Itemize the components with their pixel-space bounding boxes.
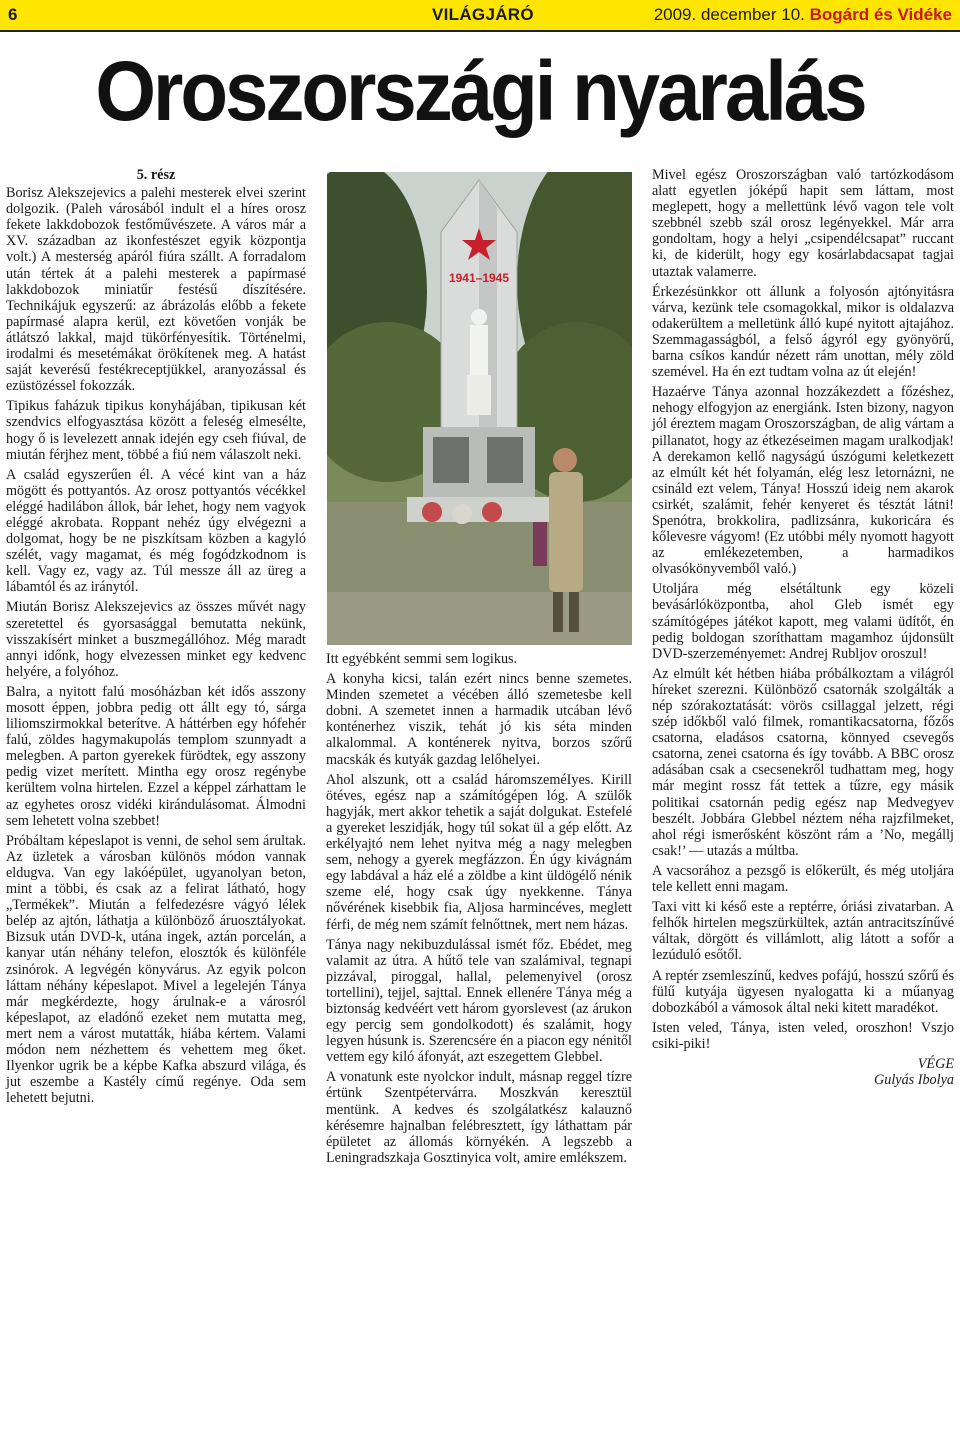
paragraph: A konyha kicsi, talán ezért nincs benne szemetes. Minden szemetet a vécében álló szemetesbe kell dobni. A szemetet innen a harmadik utcában lévő konténerhez viszik, tehát jó kis séta minden alkalommal. A konténerek nyitva, borzos szőrű macskák és kutyák gazdag lelőhelyei. — [326, 671, 632, 768]
paragraph: A reptér zsemleszínű, kedves pofájú, hosszú szőrű és fülű kutyája ügyesen nyalogatta ki a műanyag dobozkából a vámosok által neki kitett maradékot. — [652, 967, 954, 1016]
paragraph: Hazaérve Tánya azonnal hozzákezdett a főzéshez, nehogy elfogyjon az energiánk. Isten bizony, nagyon jól éreztem magam Oroszországban, de alig vártam a pillanatot, hogy az étkezéseimen magam uralkodjak! A derekamon kellő nagyságú úszógumi keletkezett az elmúlt két hét folyamán, elég lesz letornázni, ne csináld ezt velem, Tánya! Hosszú ideig nem akarok csirkét, szalámit, fehér kenyeret és tésztát látni! Spenótra, brokkolira, padlizsánra, kukoricára és kőlevesre vágyom! (Ez utóbbi mély nyomott hagyott az emlékezetemben, a harmadikos olvasókönyvemből való.) — [652, 384, 954, 578]
paragraph: Érkezésünkkor ott állunk a folyosón ajtónyitásra várva, kezünk tele csomagokkal, mikor is oldalazva odakerültem a melletünk álló kupé nyitott ajtajához. Szemmagasságból, a felső ágyról egy gyönyörű, barna csíkos kandúr nézett rám unottan, mély zöld szemével. Ha én ezt tudtam volna az út elején! — [652, 283, 954, 381]
end-marker: VÉGE — [917, 1055, 954, 1072]
column-3 — [652, 167, 954, 1088]
column-2 — [326, 651, 632, 1170]
issue-date — [654, 5, 952, 25]
date-text: 2009. december 10. — [653, 5, 805, 24]
column-1 — [6, 167, 306, 1110]
monument-years: 1941–1945 — [448, 271, 510, 285]
paragraph: Tánya nagy nekibuzdulással ismét főz. Ebédet, meg valamit az útra. A hűtő tele van szalámival, tegnapi pizzával, piroggal, hallal, pelemenyivel (orosz tortellini), tejjel, sajttal. Ennek ellenére Tánya még a biztonság kedvéért vett három gyorslevest (az árukon egy percig sem gondolkodott) és szalámit, hogy legyen húsunk is. Szerencsére én a piacon egy nénitől vettem egy kiló áfonyát, azt eszegettem Glebbel. — [326, 936, 632, 1066]
memorial-photo — [327, 172, 632, 645]
paragraph: Próbáltam képeslapot is venni, de sehol sem árultak. Az üzletek a városban különös módon vannak eldugva. Van egy lakóépület, ugyanolyan beton, mint a többi, és csak az a felirat látható, hogy „Termékek”. Miután a felfedezésre vágyó lélek belép az ajtón, láthatja a különböző áruosztályokat. Bizsuk után DVD-k, utána ingek, aztán porcelán, a kanyar után néhány telefon, elosztók és különféle zsinórok. A legvégén könyvárus. Az egyik polcon láttam néhány képeslapot. Mivel a legelején Tánya már megkérdezte, hogy árulnak-e a városról képeslapot, az eladónő ezeket nem mutatta meg, mert nem a várost mutatták, hiába kértem. Valami módon nem nézhettem és vehettem meg őket. Ilyenkor ugrik be a képbe Kafka abszurd világa, és jut eszembe a Kastély című regénye. Oda sem lehetett bejutni. — [6, 832, 306, 1107]
paragraph: Taxi vitt ki késő este a reptérre, óriási zivatarban. A felhők hirtelen megszürkültek, aztán antracitszínűvé váltak, dörgött és villámlott, alig látott a sofőr a lezúduló esőtől. — [652, 899, 954, 964]
paragraph: A vonatunk este nyolckor indult, másnap reggel tízre értünk Szentpétervárra. Moszkván keresztül mentünk. A kedves és szolgálatkész kalauznő kérésemre hajnalban felébresztett, így láthattam pár épületet az állomás környékén. A legszebb a Leningradszkaja Gosztinyica volt, amire emlékszem. — [326, 1069, 632, 1166]
paragraph: A család egyszerűen él. A vécé kint van a ház mögött és pottyantós. Az orosz pottyantós vécékkel eléggé hadilábon állok, bár lehet, hogy nem vagyok eléggé akrobata. Roppant nehéz úgy elvégezni a dolgomat, hogy be ne piszkítsam közben a kagyló szélét, vagy magamat, és még fogódzkodnom is kell. Vagy ez, vagy az. Túl messze áll az üreg a lábamtól és az iránytól. — [6, 466, 306, 596]
paragraph: Ahol alszunk, ott a család háromszeméIyes. Kirill ötéves, egész nap a számítógépen lóg. A szülők hagyják, mert akkor tehetik a saját dolgukat. Estefelé a gyereket leszidják, hogy túl sokat ül a gép előtt. Az erkélyajtó nem lehet nyitva még a nagy melegben sem, nehogy a gyerek megfázzon. Én úgy kivágnám egy labdával a ház elé a zöldbe a kint üldögélő nénik szeme elé, hogy csak úgy nyekkenne. Tánya nővérének kisebbik fia, Aljosa harmincéves, meglett férfi, de még nem számít felnőttnek, mert nem házas. — [326, 771, 632, 933]
paragraph: A vacsorához a pezsgő is előkerült, és még utoljára tele kellett enni magam. — [652, 862, 954, 896]
page-header-bar — [0, 0, 960, 32]
article-headline: Oroszországi nyaralás — [95, 43, 865, 139]
paragraph: Mivel egész Oroszországban való tartózkodásom alatt egyetlen jóképű hapit sem láttam, most meglepett, hogy a mellettünk lévő vagon tele volt szebbnél szebb szál orosz legényekkel. Már arra gondoltam, hogy a helyi „csipendélcsapat” ruccant ki, de kiderült, hogy egy kosárlabdacsapat tagjai utaztak valamerre. — [652, 167, 954, 280]
publication-name: Bogárd és Vidéke — [809, 5, 952, 24]
paragraph: Borisz Alekszejevics a palehi mesterek elvei szerint dolgozik. (Paleh városából indult el a híres orosz fekete lakkdobozok festőművészete. A város már a XV. században az ikonfestészet egyik központja volt.) A mesterség apáról fiúra szállt. A forradalom után tértek át a palehi mesterek a papírmasé lakkdobozok miniatűr festésű díszítésére. Technikájuk egyszerű: az ábrázolás előbb a fekete papírmasé alapra kerül, ezt követően vonják be átlátszó lakkal, majd tükörfényesítik. Történelmi, irodalmi és mesetémákat örökítenek meg. A hatást saját keverésű festékreceptjükkel, aranyozással és ezüstözéssel fokozzák. — [6, 185, 306, 395]
paragraph: Itt egyébként semmi sem logikus. — [326, 651, 518, 667]
part-label: 5. rész — [136, 167, 176, 183]
paragraph: Az elmúlt két hétben hiába próbálkoztam a világról híreket szerezni. Különböző csatornák szolgálták a nép szórakoztatását: vörös csillaggal jelzett, régi szép időkből való filmek, romantikacsatorna, főzős csatorna, eladásos csatorna, könnyed csevegős csatorna, zenei csatorna és így tovább. A BBC orosz adásában csak a csecsenekről tudhattam meg, hogy már megint rossz fát tettek a tűzre, egy másik politikai csatornán pedig egész nap Medvegyev beszélt. Jobbára Glebbel néztem néha rajzfilmeket, ahol régi ismerősként köszönt rám a ’No, megállj csak!’ — utazás a múltba. — [652, 665, 954, 859]
author-byline: Gulyás Ibolya — [874, 1072, 954, 1089]
paragraph: Tipikus faházuk tipikus konyhájában, tipikusan két szendvics elfogyasztása között a feleség elmesélte, hogy ő is levelezett annak idején egy cseh fiúval, de miután férjhez ment, többé a fiú nem válaszolt neki. — [6, 398, 306, 463]
section-title: VILÁGJÁRÓ — [432, 5, 534, 24]
paragraph: Utoljára még elsétáltunk egy közeli bevásárlóközpontba, ahol Gleb ismét egy számítógépes játékot kapott, meg valami üdítőt, én pedig boldogan szoríthattam magamhoz újdonsült DVD-szerzeményemet: Andrej Rubljov oroszul! — [652, 581, 954, 662]
paragraph: Isten veled, Tánya, isten veled, oroszhon! Vszjo csiki-piki! — [652, 1019, 954, 1052]
paragraph: Balra, a nyitott falú mosóházban két idős asszony mosott éppen, jobbra pedig ott állt egy tó, sárga liliomszirmokkal beterítve. A háttérben egy hófehér falú, zöldes hagymakupolás templom szunnyadt a melegben. A parton gyerekek fürödtek, egy asszony pedig vizet merített. Mintha egy orosz regénybe kerültem volna hirtelen. Ezzel a képpel zárhattam le az egyhetes orosz vidéki kirándulásomat. Álmodni sem lehetett volna szebbet! — [6, 683, 306, 829]
page-number: 6 — [8, 5, 18, 24]
paragraph: Miután Borisz Alekszejevics az összes művét nagy szeretettel és gyorsasággal bemutatta nekünk, visszakísért minket a buszmegállóhoz. Még maradt annyi időnk, hogy elvezessen minket egy kedvenc helyére, a folyóhoz. — [6, 599, 306, 680]
